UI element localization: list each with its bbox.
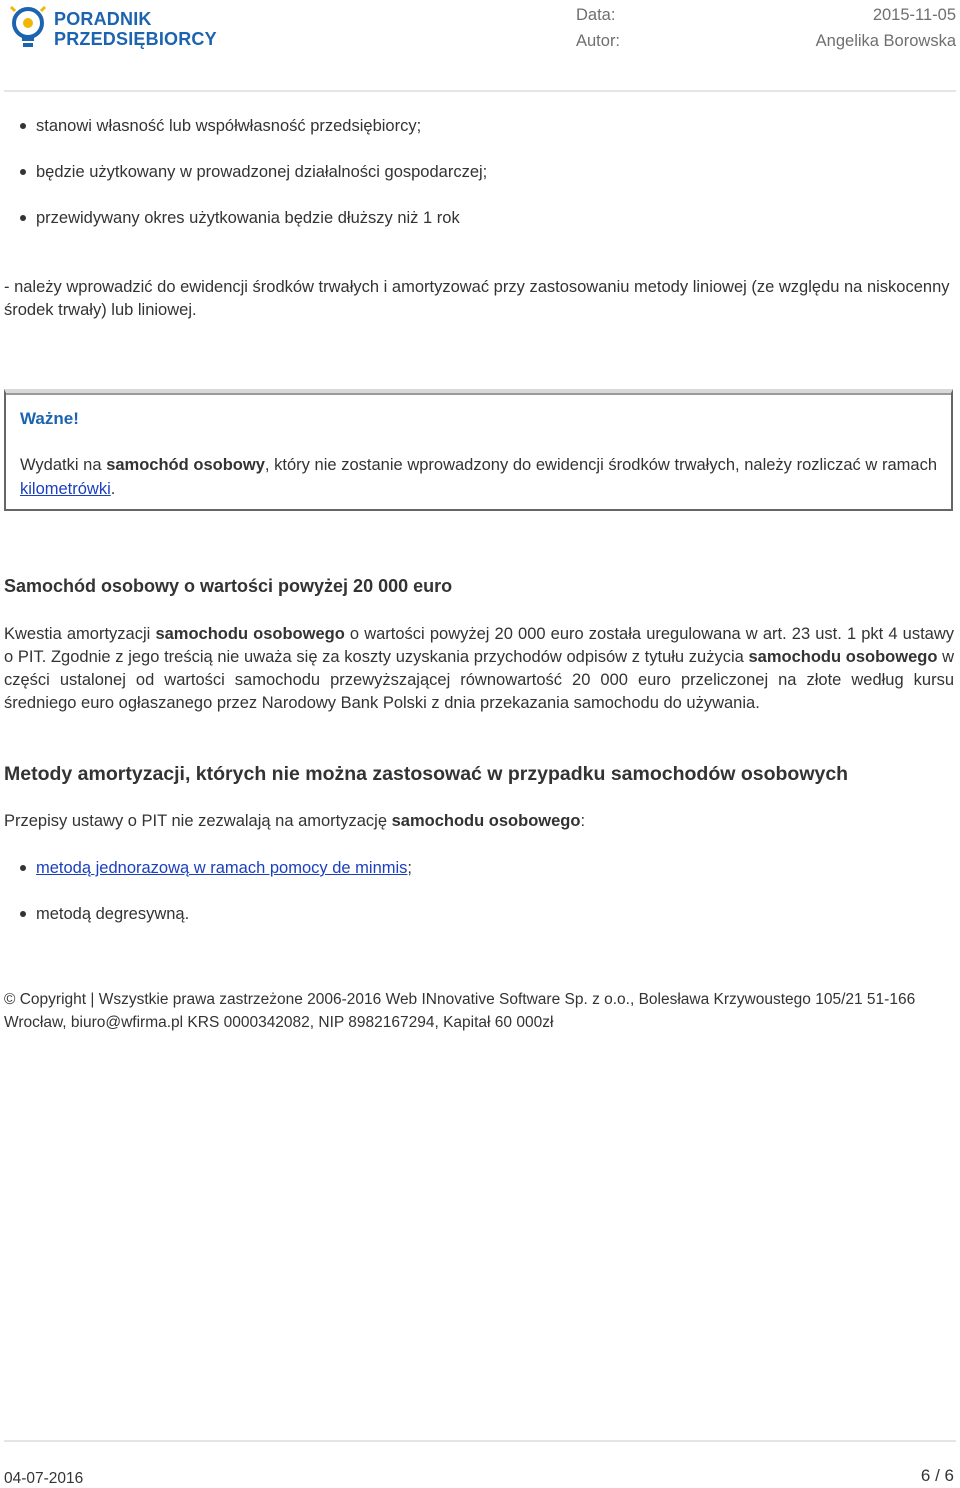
copyright-footer: © Copyright | Wszystkie prawa zastrzeżone 2006-2016 Web INnovative Software Sp. z o.o., Bolesława Krzywoustego 105/21 51-166 Wrocław, biuro@wfirma.pl KRS 0000342082, NIP 8982167294, Kapitał 60 000zł bbox=[4, 991, 916, 1031]
list-item-text: metodą degresywną. bbox=[36, 905, 190, 923]
note-text: , który nie zostanie wprowadzony do ewidencji środków trwałych, należy rozliczać w ramach bbox=[264, 456, 938, 474]
bullet-icon bbox=[20, 865, 26, 871]
print-date: 04-07-2016 bbox=[4, 1470, 84, 1487]
author-label: Autor: bbox=[576, 32, 621, 50]
footer-divider bbox=[4, 1440, 956, 1442]
list-item bbox=[36, 904, 412, 950]
meta-labels bbox=[576, 2, 620, 54]
list-item bbox=[36, 162, 487, 208]
section-heading: Metody amortyzacji, których nie można zastosować w przypadku samochodów osobowych bbox=[4, 763, 849, 785]
note-title: Ważne! bbox=[20, 409, 79, 428]
note-text: . bbox=[110, 480, 116, 498]
text: w części ustalonej od wartości samochodu przewyższającej równowartość 20 000 euro przeliczonej na złote według kursu średniego euro ogłaszanego przez Narodowy Bank Polski z dnia przekazania samochodu do używania. bbox=[4, 648, 955, 712]
text: Kwestia amortyzacji bbox=[4, 625, 156, 643]
note-bold-text: samochód osobowy bbox=[106, 456, 265, 474]
date-value: 2015-11-05 bbox=[872, 6, 956, 24]
text: : bbox=[580, 812, 586, 830]
bullet-icon bbox=[20, 169, 26, 175]
date-label: Data: bbox=[576, 6, 616, 24]
bullet-icon bbox=[20, 215, 26, 221]
logo-text bbox=[54, 9, 217, 49]
list-item-text: przewidywany okres użytkowania będzie dłuższy niż 1 rok bbox=[36, 209, 460, 227]
bold-text: samochodu osobowego bbox=[748, 648, 938, 666]
list-item bbox=[36, 116, 487, 162]
note-text: Wydatki na bbox=[20, 456, 107, 474]
meta-values bbox=[816, 2, 956, 54]
text: o wartości powyżej 20 000 euro została uregulowana w art. 23 ust. 1 pkt 4 ustawy o PIT. Zgodnie z jego treścią nie uważa się za koszty uzyskania przychodów odpisów z tytułu zużycia bbox=[4, 625, 954, 666]
section-heading: Samochód osobowy o wartości powyżej 20 000 euro bbox=[4, 576, 453, 596]
important-note-box bbox=[4, 389, 953, 511]
bold-text: samochodu osobowego bbox=[155, 625, 345, 643]
logo-line-2: PRZEDSIĘBIORCY bbox=[54, 29, 217, 49]
logo[interactable] bbox=[8, 3, 238, 55]
text: Przepisy ustawy o PIT nie zezwalają na amortyzację bbox=[4, 812, 392, 830]
lightbulb-icon bbox=[8, 3, 48, 53]
list-item-text: będzie użytkowany w prowadzonej działalności gospodarczej; bbox=[36, 163, 488, 181]
note-body bbox=[20, 453, 937, 501]
conditions-list bbox=[36, 116, 487, 254]
header-divider bbox=[4, 90, 956, 92]
section-paragraph bbox=[4, 623, 954, 715]
logo-line-1: PORADNIK bbox=[54, 9, 152, 29]
kilometrowki-link[interactable]: kilometrówki bbox=[20, 480, 111, 498]
list-item-text: stanowi własność lub współwłasność przedsiębiorcy; bbox=[36, 117, 422, 135]
section-paragraph bbox=[4, 810, 954, 833]
bullet-icon bbox=[20, 123, 26, 129]
list-item bbox=[36, 208, 487, 254]
page-number: 6 / 6 bbox=[920, 1466, 954, 1485]
list-item-text: ; bbox=[407, 859, 413, 877]
bold-text: samochodu osobowego bbox=[391, 812, 581, 830]
bullet-icon bbox=[20, 911, 26, 917]
methods-list bbox=[36, 858, 412, 950]
author-value: Angelika Borowska bbox=[815, 32, 956, 50]
paragraph: - należy wprowadzić do ewidencji środków trwałych i amortyzować przy zastosowaniu metody liniowej (ze względu na niskocenny środek trwały) lub liniowej. bbox=[4, 278, 950, 319]
list-item bbox=[36, 858, 412, 904]
de-minimis-link[interactable]: metodą jednorazową w ramach pomocy de minmis bbox=[36, 859, 408, 877]
page-header bbox=[0, 0, 960, 92]
